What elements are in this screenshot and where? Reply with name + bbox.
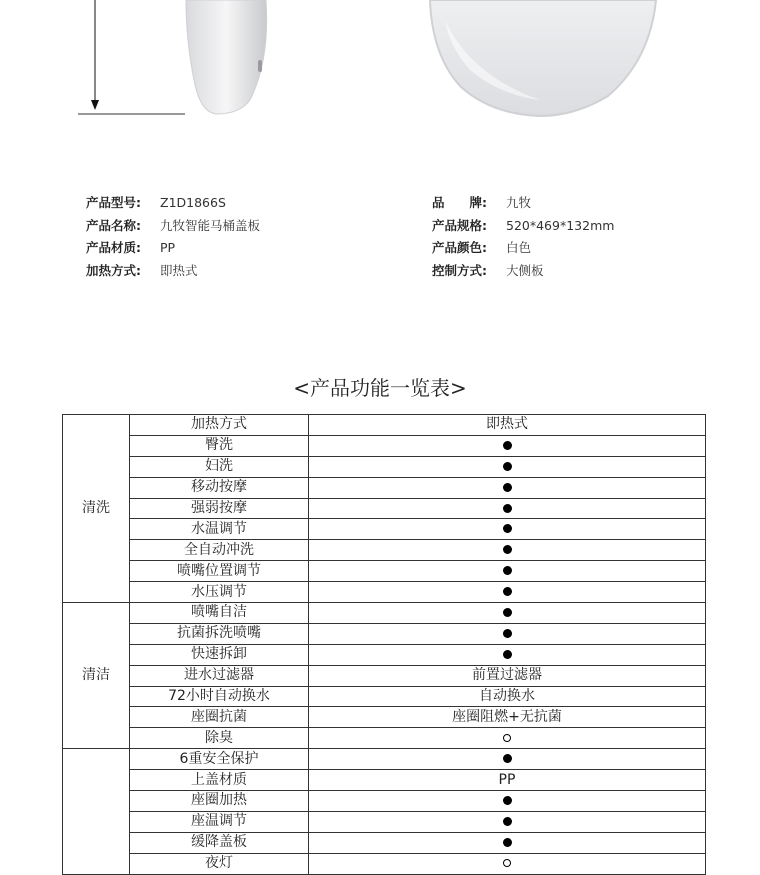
- table-row: [63, 498, 706, 519]
- filled-dot-icon: [503, 566, 512, 575]
- value-cell: [309, 519, 706, 540]
- spec-value: 白色: [506, 240, 532, 255]
- table-row: [63, 791, 706, 812]
- table-row: [63, 665, 706, 686]
- table-row: [63, 853, 706, 874]
- value-cell: [309, 603, 706, 624]
- group-cell: 清洁: [63, 603, 130, 749]
- seat-side-view: [186, 0, 267, 114]
- table-row: [63, 770, 706, 791]
- feature-cell: 72小时自动换水: [130, 686, 309, 707]
- filled-dot-icon: [503, 838, 512, 847]
- feature-cell: 全自动冲洗: [130, 540, 309, 561]
- table-row: [63, 435, 706, 456]
- feature-cell: 座圈加热: [130, 791, 309, 812]
- feature-cell: 座圈抗菌: [130, 707, 309, 728]
- table-row: [63, 477, 706, 498]
- value-cell: [309, 791, 706, 812]
- value-cell: 前置过滤器: [309, 665, 706, 686]
- table-row: [63, 811, 706, 832]
- table-row: [63, 582, 706, 603]
- spec-label: 产品型号:: [86, 195, 141, 210]
- filled-dot-icon: [503, 817, 512, 826]
- value-cell: 座圈阻燃+无抗菌: [309, 707, 706, 728]
- value-cell: [309, 728, 706, 749]
- feature-cell: 水压调节: [130, 582, 309, 603]
- filled-dot-icon: [503, 462, 512, 471]
- feature-cell: 加热方式: [130, 415, 309, 436]
- table-row: [63, 707, 706, 728]
- spec-value: PP: [160, 240, 176, 255]
- feature-cell: 进水过滤器: [130, 665, 309, 686]
- spec-list-right: [432, 192, 614, 282]
- feature-cell: 喷嘴位置调节: [130, 561, 309, 582]
- filled-dot-icon: [503, 441, 512, 450]
- value-cell: [309, 435, 706, 456]
- value-cell: [309, 582, 706, 603]
- filled-dot-icon: [503, 796, 512, 805]
- value-cell: [309, 853, 706, 874]
- table-row: [63, 561, 706, 582]
- filled-dot-icon: [503, 608, 512, 617]
- value-cell: [309, 644, 706, 665]
- spec-row: [86, 215, 260, 238]
- spec-label: 控制方式:: [432, 262, 487, 278]
- feature-cell: 喷嘴自洁: [130, 603, 309, 624]
- filled-dot-icon: [503, 545, 512, 554]
- table-row: [63, 832, 706, 853]
- value-cell: [309, 456, 706, 477]
- feature-cell: 强弱按摩: [130, 498, 309, 519]
- spec-label: 品 牌:: [432, 195, 487, 210]
- spec-label: 加热方式:: [86, 262, 141, 278]
- hollow-circle-icon: [503, 734, 511, 742]
- spec-row: [86, 260, 260, 283]
- value-cell: [309, 561, 706, 582]
- spec-label: 产品名称:: [86, 217, 141, 233]
- feature-cell: 移动按摩: [130, 477, 309, 498]
- group-cell: [63, 749, 130, 874]
- feature-cell: 除臭: [130, 728, 309, 749]
- spec-value: 即热式: [160, 262, 198, 278]
- table-row: [63, 728, 706, 749]
- spec-row: [86, 192, 260, 215]
- value-cell: 即热式: [309, 415, 706, 436]
- feature-cell: 座温调节: [130, 811, 309, 832]
- filled-dot-icon: [503, 587, 512, 596]
- spec-label: 产品颜色:: [432, 240, 487, 255]
- spec-list-left: [86, 192, 260, 282]
- value-cell: [309, 832, 706, 853]
- feature-cell: 6重安全保护: [130, 749, 309, 770]
- table-row: [63, 644, 706, 665]
- filled-dot-icon: [503, 504, 512, 513]
- table-row: [63, 456, 706, 477]
- table-row: [63, 540, 706, 561]
- feature-cell: 缓降盖板: [130, 832, 309, 853]
- spec-row: [432, 260, 614, 283]
- feature-cell: 水温调节: [130, 519, 309, 540]
- value-cell: [309, 540, 706, 561]
- table-row: [63, 686, 706, 707]
- table-row: [63, 415, 706, 436]
- table-title: <产品功能一览表>: [293, 376, 467, 400]
- spec-row: [432, 192, 614, 215]
- value-cell: [309, 498, 706, 519]
- product-image: [0, 0, 760, 140]
- dimension-line: [78, 0, 185, 114]
- feature-cell: 上盖材质: [130, 770, 309, 791]
- filled-dot-icon: [503, 629, 512, 638]
- value-cell: PP: [309, 770, 706, 791]
- value-cell: [309, 623, 706, 644]
- spec-label: 产品规格:: [432, 217, 487, 233]
- table-row: [63, 603, 706, 624]
- value-cell: [309, 477, 706, 498]
- table-row: [63, 623, 706, 644]
- spec-row: [432, 215, 614, 238]
- feature-cell: 快速拆卸: [130, 644, 309, 665]
- feature-cell: 抗菌拆洗喷嘴: [130, 623, 309, 644]
- spec-row: [432, 237, 614, 260]
- table-row: [63, 749, 706, 770]
- feature-cell: 妇洗: [130, 456, 309, 477]
- spec-value: Z1D1866S: [160, 195, 226, 210]
- feature-cell: 夜灯: [130, 853, 309, 874]
- spec-row: [86, 237, 260, 260]
- filled-dot-icon: [503, 754, 512, 763]
- spec-value: 九牧: [506, 195, 532, 210]
- spec-value: 520*469*132mm: [506, 217, 615, 233]
- value-cell: [309, 749, 706, 770]
- hollow-circle-icon: [503, 859, 511, 867]
- filled-dot-icon: [503, 650, 512, 659]
- table-row: [63, 519, 706, 540]
- spec-label: 产品材质:: [86, 240, 141, 255]
- group-cell: 清洗: [63, 415, 130, 603]
- value-cell: 自动换水: [309, 686, 706, 707]
- value-cell: [309, 811, 706, 832]
- spec-value: 大侧板: [506, 262, 544, 278]
- feature-table: [62, 414, 706, 875]
- filled-dot-icon: [503, 524, 512, 533]
- feature-cell: 臀洗: [130, 435, 309, 456]
- spec-value: 九牧智能马桶盖板: [160, 217, 261, 233]
- filled-dot-icon: [503, 483, 512, 492]
